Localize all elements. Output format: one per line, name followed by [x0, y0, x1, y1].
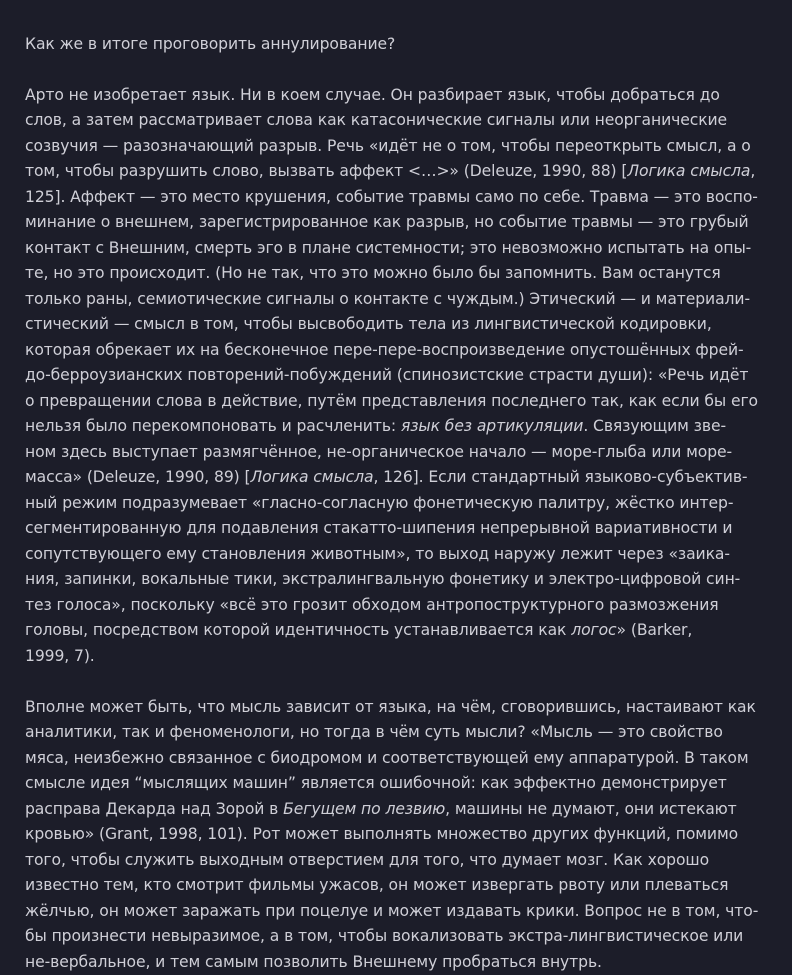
- italic-title: Бегущем по лезвию: [283, 800, 445, 818]
- text-run: , 125]. Аффект — это место крушения, событие травмы само по себе. Травма — это воспо- минание о внешнем, зарегистрированное как разрыв, но событие травмы — это грубый контакт с Внешним, смерть эго в плане системности; это невозможно испытать на опы- те, но это происходит. (Но не так, что это можно было бы запомнить. Вам останутся только раны, семиотические сигналы о контакте с чуждым.) Этический — и материали- стический — смысл в том, чтобы высвободить тела из лингвистической кодировки, которая обрекает их на бесконечное пере-пере-воспроизведение опустошённых фрей- до-берроузианских повторений-побуждений (спинозистские страсти души): «Речь идёт о превращении слова в действие, путём представления последнего так, как если бы его нельзя было перекомпоновать и расчленить:: [25, 162, 758, 435]
- text-run: Арто не изобретает язык. Ни в коем случае. Он разбирает язык, чтобы добраться до слов, а затем рассматривает слова как катасонические сигналы или неорганические созвучия — разозначающий разрыв. Речь «идёт не о том, чтобы переоткрыть смысл, а о том, чтобы разрушить слово, вызвать аффект <…>» (Deleuze, 1990, 88) [: [25, 86, 751, 181]
- paragraph: [25, 695, 767, 975]
- text-run: Вполне может быть, что мысль зависит от языка, на чём, сговорившись, настаивают как аналитики, так и феноменологи, но тогда в чём суть мысли? «Мысль — это свойство мяса, неизбежно связанное с биодромом и соответствующей ему аппаратурой. В таком смысле идея “мыслящих машин” является ошибочной: как эффектно демонстрирует расправа Декарда над Зорой в: [25, 698, 756, 818]
- italic-phrase: язык без артикуляции: [401, 417, 583, 435]
- text-run: Как же в итоге проговорить аннулирование?: [25, 35, 395, 53]
- italic-title: Логика смысла: [627, 162, 750, 180]
- text-run: , 126]. Если стандартный языково-субъектив- ный режим подразумевает «гласно-согласную фонетическую палитру, жёстко интер- сегментированную для подавления стакатто-шипения непрерывной вариативности и сопутствующего ему становления животным», то выход наружу лежит через «заика- ния, запинки, вокальные тики, экстралингвальную фонетику и электро-цифровой син- тез голоса», поскольку «всё это грозит обходом антропоструктурного размозжения головы, посредством которой идентичность устанавливается как: [25, 468, 747, 639]
- paragraph: [25, 83, 767, 670]
- paragraph: [25, 6, 767, 57]
- text-run: , машины не думают, они истекают кровью» (Grant, 1998, 101). Рот может выполнять множество других функций, помимо того, чтобы служить выходным отверстием для того, что думает мозг. Как хорошо известно тем, кто смотрит фильмы ужасов, он может извергать рвоту или плеваться жёлчью, он может заражать при поцелуе и может издавать крики. Вопрос не в том, что- бы произнести невыразимое, а в том, чтобы вокализовать экстра-лингвистическое или не-вербальное, и тем самым позволить Внешнему пробраться внутрь.: [25, 800, 758, 971]
- italic-title: Логика смысла: [250, 468, 373, 486]
- italic-term: логос: [571, 621, 616, 639]
- text-run: » (Barker, 1999, 7).: [25, 621, 692, 665]
- text-run: . Связующим зве- ном здесь выступает размягчённое, не-органическое начало — море-глыба или море- масса» (Deleuze, 1990, 89) [: [25, 417, 732, 486]
